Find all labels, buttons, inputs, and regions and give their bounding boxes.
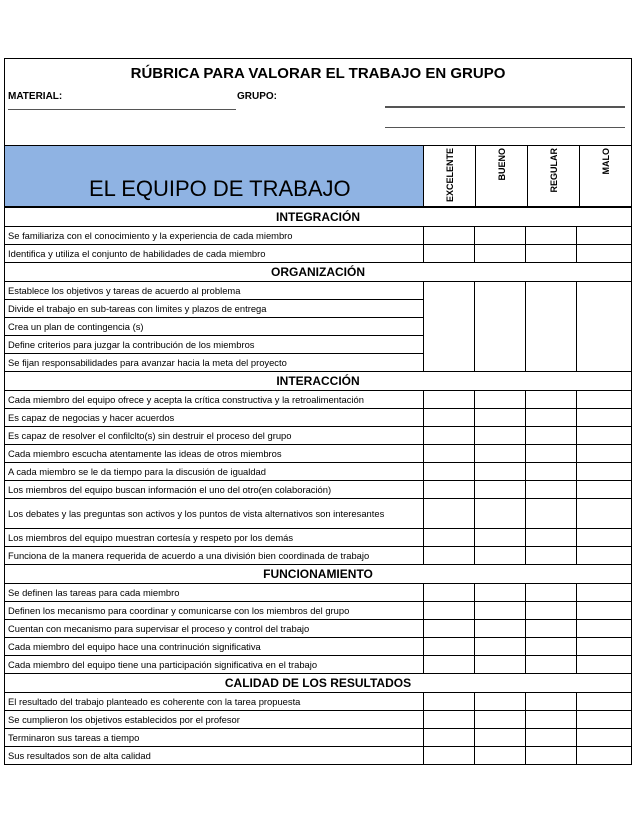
rating-cell[interactable] bbox=[577, 409, 632, 427]
criterion-text: A cada miembro se le da tiempo para la discusión de igualdad bbox=[5, 463, 424, 481]
rating-cell[interactable] bbox=[526, 409, 577, 427]
rating-cell[interactable] bbox=[475, 547, 526, 565]
criterion-row bbox=[5, 481, 632, 499]
rating-cell[interactable] bbox=[475, 638, 526, 656]
team-heading: EL EQUIPO DE TRABAJO bbox=[89, 176, 351, 201]
criterion-row bbox=[5, 602, 632, 620]
rating-cell[interactable] bbox=[577, 656, 632, 674]
rating-cell[interactable] bbox=[475, 391, 526, 409]
rating-cell[interactable] bbox=[424, 747, 475, 765]
rating-cell[interactable] bbox=[577, 547, 632, 565]
rating-cell[interactable] bbox=[577, 693, 632, 711]
criterion-text: Es capaz de negocias y hacer acuerdos bbox=[5, 409, 424, 427]
rating-cell[interactable] bbox=[577, 391, 632, 409]
criterion-text: Se definen las tareas para cada miembro bbox=[5, 584, 424, 602]
rating-excelente: EXCELENTE bbox=[424, 146, 476, 206]
criterion-text: Es capaz de resolver el confilclto(s) sin destruir el proceso del grupo bbox=[5, 427, 424, 445]
rating-cell[interactable] bbox=[526, 547, 577, 565]
criterion-text: El resultado del trabajo planteado es coherente con la tarea propuesta bbox=[5, 693, 424, 711]
meta-blank-row bbox=[4, 107, 632, 127]
criterion-row bbox=[5, 747, 632, 765]
rating-cell[interactable] bbox=[475, 481, 526, 499]
rating-cell[interactable] bbox=[424, 729, 475, 747]
criterion-row bbox=[5, 693, 632, 711]
rating-cell[interactable] bbox=[526, 602, 577, 620]
rating-cell[interactable] bbox=[424, 638, 475, 656]
rating-cell[interactable] bbox=[577, 245, 632, 263]
rating-cell[interactable] bbox=[475, 463, 526, 481]
rating-cell[interactable] bbox=[526, 747, 577, 765]
rubric-table bbox=[4, 207, 632, 765]
criterion-text: Los miembros del equipo buscan información el uno del otro(en colaboración) bbox=[5, 481, 424, 499]
criterion-text: Sus resultados son de alta calidad bbox=[5, 747, 424, 765]
section-title: INTEGRACIÓN bbox=[5, 208, 632, 227]
rating-cell[interactable] bbox=[526, 445, 577, 463]
rating-cell[interactable] bbox=[475, 602, 526, 620]
rating-cell[interactable] bbox=[424, 529, 475, 547]
rating-cell[interactable] bbox=[424, 656, 475, 674]
rating-cell[interactable] bbox=[424, 227, 475, 245]
criterion-text: Se familiariza con el conocimiento y la experiencia de cada miembro bbox=[5, 227, 424, 245]
criterion-text: Cada miembro del equipo tiene una participación significativa en el trabajo bbox=[5, 656, 424, 674]
rating-cell[interactable] bbox=[577, 620, 632, 638]
rating-cell[interactable] bbox=[577, 584, 632, 602]
rating-cell[interactable] bbox=[475, 445, 526, 463]
criterion-row bbox=[5, 638, 632, 656]
rating-cell[interactable] bbox=[577, 427, 632, 445]
rating-cell[interactable] bbox=[577, 747, 632, 765]
criterion-row bbox=[5, 227, 632, 245]
criterion-row bbox=[5, 547, 632, 565]
rating-cell[interactable] bbox=[424, 427, 475, 445]
section-header bbox=[5, 263, 632, 282]
criterion-text: Establece los objetivos y tareas de acuerdo al problema bbox=[5, 282, 424, 300]
rating-cell[interactable] bbox=[526, 529, 577, 547]
criterion-text: Cuentan con mecanismo para supervisar el proceso y control del trabajo bbox=[5, 620, 424, 638]
rating-cell[interactable] bbox=[475, 693, 526, 711]
rating-cell[interactable] bbox=[424, 693, 475, 711]
rating-cell[interactable] bbox=[424, 282, 475, 372]
rating-cell[interactable] bbox=[526, 463, 577, 481]
rating-cell[interactable] bbox=[577, 711, 632, 729]
criterion-row bbox=[5, 529, 632, 547]
rating-cell[interactable] bbox=[577, 602, 632, 620]
rating-cell[interactable] bbox=[526, 427, 577, 445]
rating-cell[interactable] bbox=[475, 245, 526, 263]
criterion-row bbox=[5, 391, 632, 409]
criterion-row bbox=[5, 282, 632, 300]
rating-cell[interactable] bbox=[526, 499, 577, 529]
section-header bbox=[5, 372, 632, 391]
criterion-text: Crea un plan de contingencia (s) bbox=[5, 318, 424, 336]
criterion-text: Definen los mecanismo para coordinar y comunicarse con los miembros del grupo bbox=[5, 602, 424, 620]
criterion-row bbox=[5, 245, 632, 263]
rating-cell[interactable] bbox=[526, 584, 577, 602]
criterion-text: Identifica y utiliza el conjunto de habilidades de cada miembro bbox=[5, 245, 424, 263]
rating-cell[interactable] bbox=[424, 445, 475, 463]
rating-cell[interactable] bbox=[577, 282, 632, 372]
criterion-row bbox=[5, 711, 632, 729]
rating-cell[interactable] bbox=[424, 463, 475, 481]
rating-cell[interactable] bbox=[475, 282, 526, 372]
grupo-line-3[interactable] bbox=[385, 127, 625, 128]
rubric-header bbox=[4, 145, 632, 207]
team-heading-cell bbox=[5, 146, 424, 206]
criterion-row bbox=[5, 656, 632, 674]
criterion-text: Define criterios para juzgar la contribución de los miembros bbox=[5, 336, 424, 354]
criterion-text: Cada miembro del equipo hace una contrinución significativa bbox=[5, 638, 424, 656]
rating-cell[interactable] bbox=[424, 499, 475, 529]
criterion-row bbox=[5, 463, 632, 481]
criterion-row bbox=[5, 620, 632, 638]
rating-cell[interactable] bbox=[424, 409, 475, 427]
rating-cell[interactable] bbox=[475, 427, 526, 445]
section-header bbox=[5, 208, 632, 227]
criterion-text: Los debates y las preguntas son activos y los puntos de vista alternativos son interesantes bbox=[5, 499, 424, 529]
rating-cell[interactable] bbox=[424, 245, 475, 263]
material-line[interactable] bbox=[8, 109, 236, 110]
rating-cell[interactable] bbox=[475, 529, 526, 547]
rating-cell[interactable] bbox=[526, 729, 577, 747]
rating-cell[interactable] bbox=[475, 409, 526, 427]
rating-cell[interactable] bbox=[424, 584, 475, 602]
rating-cell[interactable] bbox=[526, 481, 577, 499]
criterion-text: Divide el trabajo en sub-tareas con limites y plazos de entrega bbox=[5, 300, 424, 318]
section-title: ORGANIZACIÓN bbox=[5, 263, 632, 282]
material-label: MATERIAL: bbox=[8, 91, 63, 102]
criterion-text: Cada miembro escucha atentamente las ideas de otros miembros bbox=[5, 445, 424, 463]
rating-cell[interactable] bbox=[577, 529, 632, 547]
rating-cell[interactable] bbox=[475, 499, 526, 529]
rating-cell[interactable] bbox=[577, 227, 632, 245]
criterion-text: Se fijan responsabilidades para avanzar hacia la meta del proyecto bbox=[5, 354, 424, 372]
rating-cell[interactable] bbox=[424, 391, 475, 409]
rating-cell[interactable] bbox=[475, 747, 526, 765]
rating-cell[interactable] bbox=[526, 656, 577, 674]
rating-cell[interactable] bbox=[475, 620, 526, 638]
rating-cell[interactable] bbox=[475, 711, 526, 729]
rating-cell[interactable] bbox=[526, 227, 577, 245]
rating-cell[interactable] bbox=[577, 445, 632, 463]
rubric-sheet bbox=[4, 58, 632, 765]
criterion-text: Funciona de la manera requerida de acuerdo a una división bien coordinada de trabajo bbox=[5, 547, 424, 565]
rating-cell[interactable] bbox=[424, 481, 475, 499]
rating-regular: REGULAR bbox=[528, 146, 580, 206]
rating-cell[interactable] bbox=[526, 693, 577, 711]
grupo-label: GRUPO: bbox=[237, 91, 277, 102]
rating-cell[interactable] bbox=[475, 729, 526, 747]
rating-bueno: BUENO bbox=[476, 146, 528, 206]
rating-cell[interactable] bbox=[577, 499, 632, 529]
rating-cell[interactable] bbox=[475, 656, 526, 674]
criterion-row bbox=[5, 584, 632, 602]
rating-cell[interactable] bbox=[526, 245, 577, 263]
rating-cell[interactable] bbox=[526, 711, 577, 729]
rating-cell[interactable] bbox=[424, 602, 475, 620]
meta-row bbox=[4, 87, 632, 107]
section-title: FUNCIONAMIENTO bbox=[5, 565, 632, 584]
criterion-row bbox=[5, 499, 632, 529]
rating-cell[interactable] bbox=[475, 584, 526, 602]
criterion-text: Terminaron sus tareas a tiempo bbox=[5, 729, 424, 747]
section-header bbox=[5, 674, 632, 693]
criterion-text: Cada miembro del equipo ofrece y acepta la crítica constructiva y la retroalimentación bbox=[5, 391, 424, 409]
rating-cell[interactable] bbox=[526, 282, 577, 372]
grupo-line-2[interactable] bbox=[385, 107, 625, 108]
section-header bbox=[5, 565, 632, 584]
rating-cell[interactable] bbox=[577, 463, 632, 481]
section-title: CALIDAD DE LOS RESULTADOS bbox=[5, 674, 632, 693]
rating-cell[interactable] bbox=[526, 638, 577, 656]
section-title: INTERACCIÓN bbox=[5, 372, 632, 391]
rating-cell[interactable] bbox=[424, 547, 475, 565]
rating-cell[interactable] bbox=[577, 638, 632, 656]
criterion-text: Se cumplieron los objetivos establecidos por el profesor bbox=[5, 711, 424, 729]
criterion-row bbox=[5, 729, 632, 747]
rating-cell[interactable] bbox=[526, 391, 577, 409]
rating-malo: MALO bbox=[600, 148, 611, 175]
meta-blank-row-2 bbox=[4, 127, 632, 145]
rubric-title: RÚBRICA PARA VALORAR EL TRABAJO EN GRUPO bbox=[4, 58, 632, 87]
criterion-text: Los miembros del equipo muestran cortesía y respeto por los demás bbox=[5, 529, 424, 547]
rating-cell[interactable] bbox=[577, 481, 632, 499]
criterion-row bbox=[5, 427, 632, 445]
rating-cell[interactable] bbox=[526, 620, 577, 638]
rating-cell[interactable] bbox=[424, 711, 475, 729]
rating-cell[interactable] bbox=[424, 620, 475, 638]
criterion-row bbox=[5, 409, 632, 427]
rating-cell[interactable] bbox=[475, 227, 526, 245]
criterion-row bbox=[5, 445, 632, 463]
rating-cell[interactable] bbox=[577, 729, 632, 747]
